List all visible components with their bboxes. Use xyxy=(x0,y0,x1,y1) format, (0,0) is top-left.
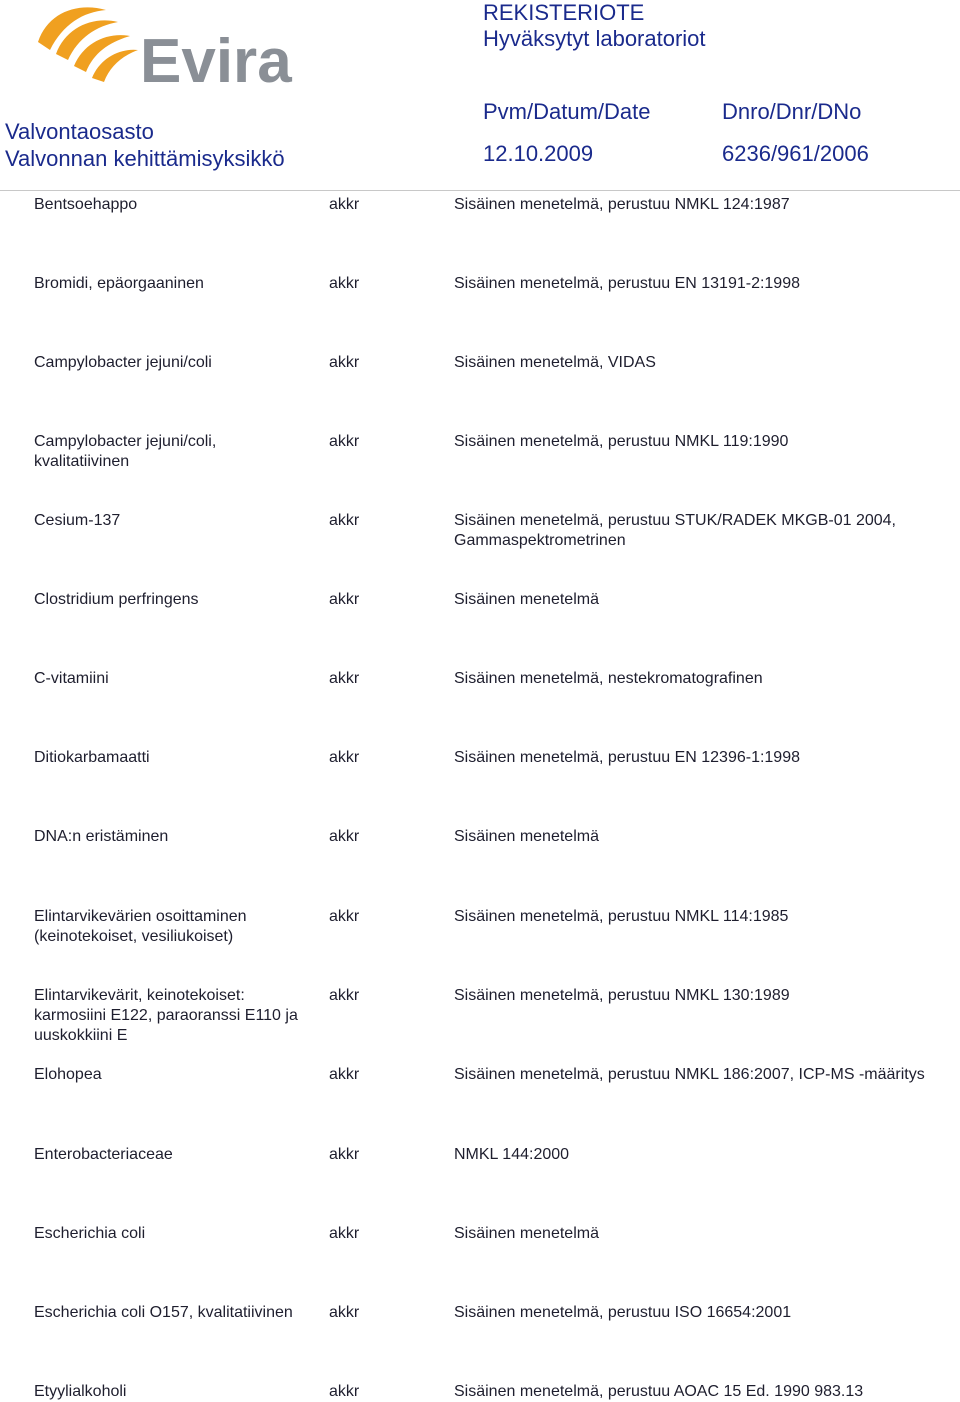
method: Sisäinen menetelmä, perustuu NMKL 114:1985 xyxy=(454,908,789,925)
analyte-name: Bentsoehappo xyxy=(34,196,138,213)
analyte-name: Campylobacter jejuni/coli xyxy=(34,354,212,371)
method: Sisäinen menetelmä, perustuu EN 12396-1:1998 xyxy=(454,749,800,766)
method: Sisäinen menetelmä, perustuu STUK/RADEK MKGB-01 2004, Gammaspektrometrinen xyxy=(454,512,896,549)
analyte-name: Escherichia coli xyxy=(34,1225,146,1242)
date-value: 12.10.2009 xyxy=(483,141,594,166)
analyte-name: Ditiokarbamaatti xyxy=(34,749,150,766)
accreditation-status: akkr xyxy=(329,749,360,766)
method: Sisäinen menetelmä, perustuu NMKL 130:1989 xyxy=(454,987,790,1004)
accreditation-status: akkr xyxy=(329,433,360,450)
accreditation-status: akkr xyxy=(329,1146,360,1163)
department: Valvontaosasto xyxy=(5,119,154,144)
accreditation-status: akkr xyxy=(329,1383,360,1400)
accreditation-status: akkr xyxy=(329,828,360,845)
evira-logo xyxy=(28,2,308,96)
method: Sisäinen menetelmä, perustuu NMKL 124:1987 xyxy=(454,196,790,213)
accreditation-status: akkr xyxy=(329,987,360,1004)
method: Sisäinen menetelmä, perustuu AOAC 15 Ed. 1990 983.13 xyxy=(454,1383,864,1400)
analyte-name: Campylobacter jejuni/coli, kvalitatiivinen xyxy=(34,433,217,470)
accreditation-status: akkr xyxy=(329,196,360,213)
accreditation-status: akkr xyxy=(329,354,360,371)
accreditation-status: akkr xyxy=(329,512,360,529)
doc-type: REKISTERIOTE xyxy=(483,0,645,25)
analyte-name: C-vitamiini xyxy=(34,670,109,687)
date-label: Pvm/Datum/Date xyxy=(483,99,651,124)
accreditation-status: akkr xyxy=(329,670,360,687)
ref-label: Dnro/Dnr/DNo xyxy=(722,99,862,124)
method: Sisäinen menetelmä xyxy=(454,591,599,608)
accreditation-status: akkr xyxy=(329,275,360,292)
analyte-name: Etyylialkoholi xyxy=(34,1383,127,1400)
analyte-name: Clostridium perfringens xyxy=(34,591,199,608)
analyte-name: Elintarvikevärien osoittaminen (keinotekoiset, vesiliukoiset) xyxy=(34,908,247,945)
method: Sisäinen menetelmä, perustuu ISO 16654:2001 xyxy=(454,1304,792,1321)
analyte-name: Elintarvikevärit, keinotekoiset: karmosiini E122, paraoranssi E110 ja uuskokkiini E xyxy=(34,987,298,1044)
method: Sisäinen menetelmä xyxy=(454,1225,599,1242)
header-divider xyxy=(0,190,960,191)
accreditation-status: akkr xyxy=(329,1066,360,1083)
method: Sisäinen menetelmä, perustuu NMKL 119:1990 xyxy=(454,433,789,450)
accreditation-status: akkr xyxy=(329,1304,360,1321)
analyte-name: DNA:n eristäminen xyxy=(34,828,169,845)
accreditation-status: akkr xyxy=(329,908,360,925)
method: Sisäinen menetelmä, perustuu NMKL 186:2007, ICP-MS -määritys xyxy=(454,1066,925,1083)
method: Sisäinen menetelmä xyxy=(454,828,599,845)
analyte-name: Bromidi, epäorgaaninen xyxy=(34,275,204,292)
unit: Valvonnan kehittämisyksikkö xyxy=(5,146,285,171)
analyte-name: Elohopea xyxy=(34,1066,102,1083)
doc-title: Hyväksytyt laboratoriot xyxy=(483,26,706,51)
method: Sisäinen menetelmä, nestekromatografinen xyxy=(454,670,763,687)
method: NMKL 144:2000 xyxy=(454,1146,570,1163)
analyte-name: Enterobacteriaceae xyxy=(34,1146,173,1163)
accreditation-status: akkr xyxy=(329,1225,360,1242)
accreditation-status: akkr xyxy=(329,591,360,608)
method: Sisäinen menetelmä, perustuu EN 13191-2:1998 xyxy=(454,275,800,292)
ref-value: 6236/961/2006 xyxy=(722,141,869,166)
analyte-name: Escherichia coli O157, kvalitatiivinen xyxy=(34,1304,293,1321)
method: Sisäinen menetelmä, VIDAS xyxy=(454,354,656,371)
logo-wordmark: Evira xyxy=(140,27,292,96)
analyte-name: Cesium-137 xyxy=(34,512,121,529)
